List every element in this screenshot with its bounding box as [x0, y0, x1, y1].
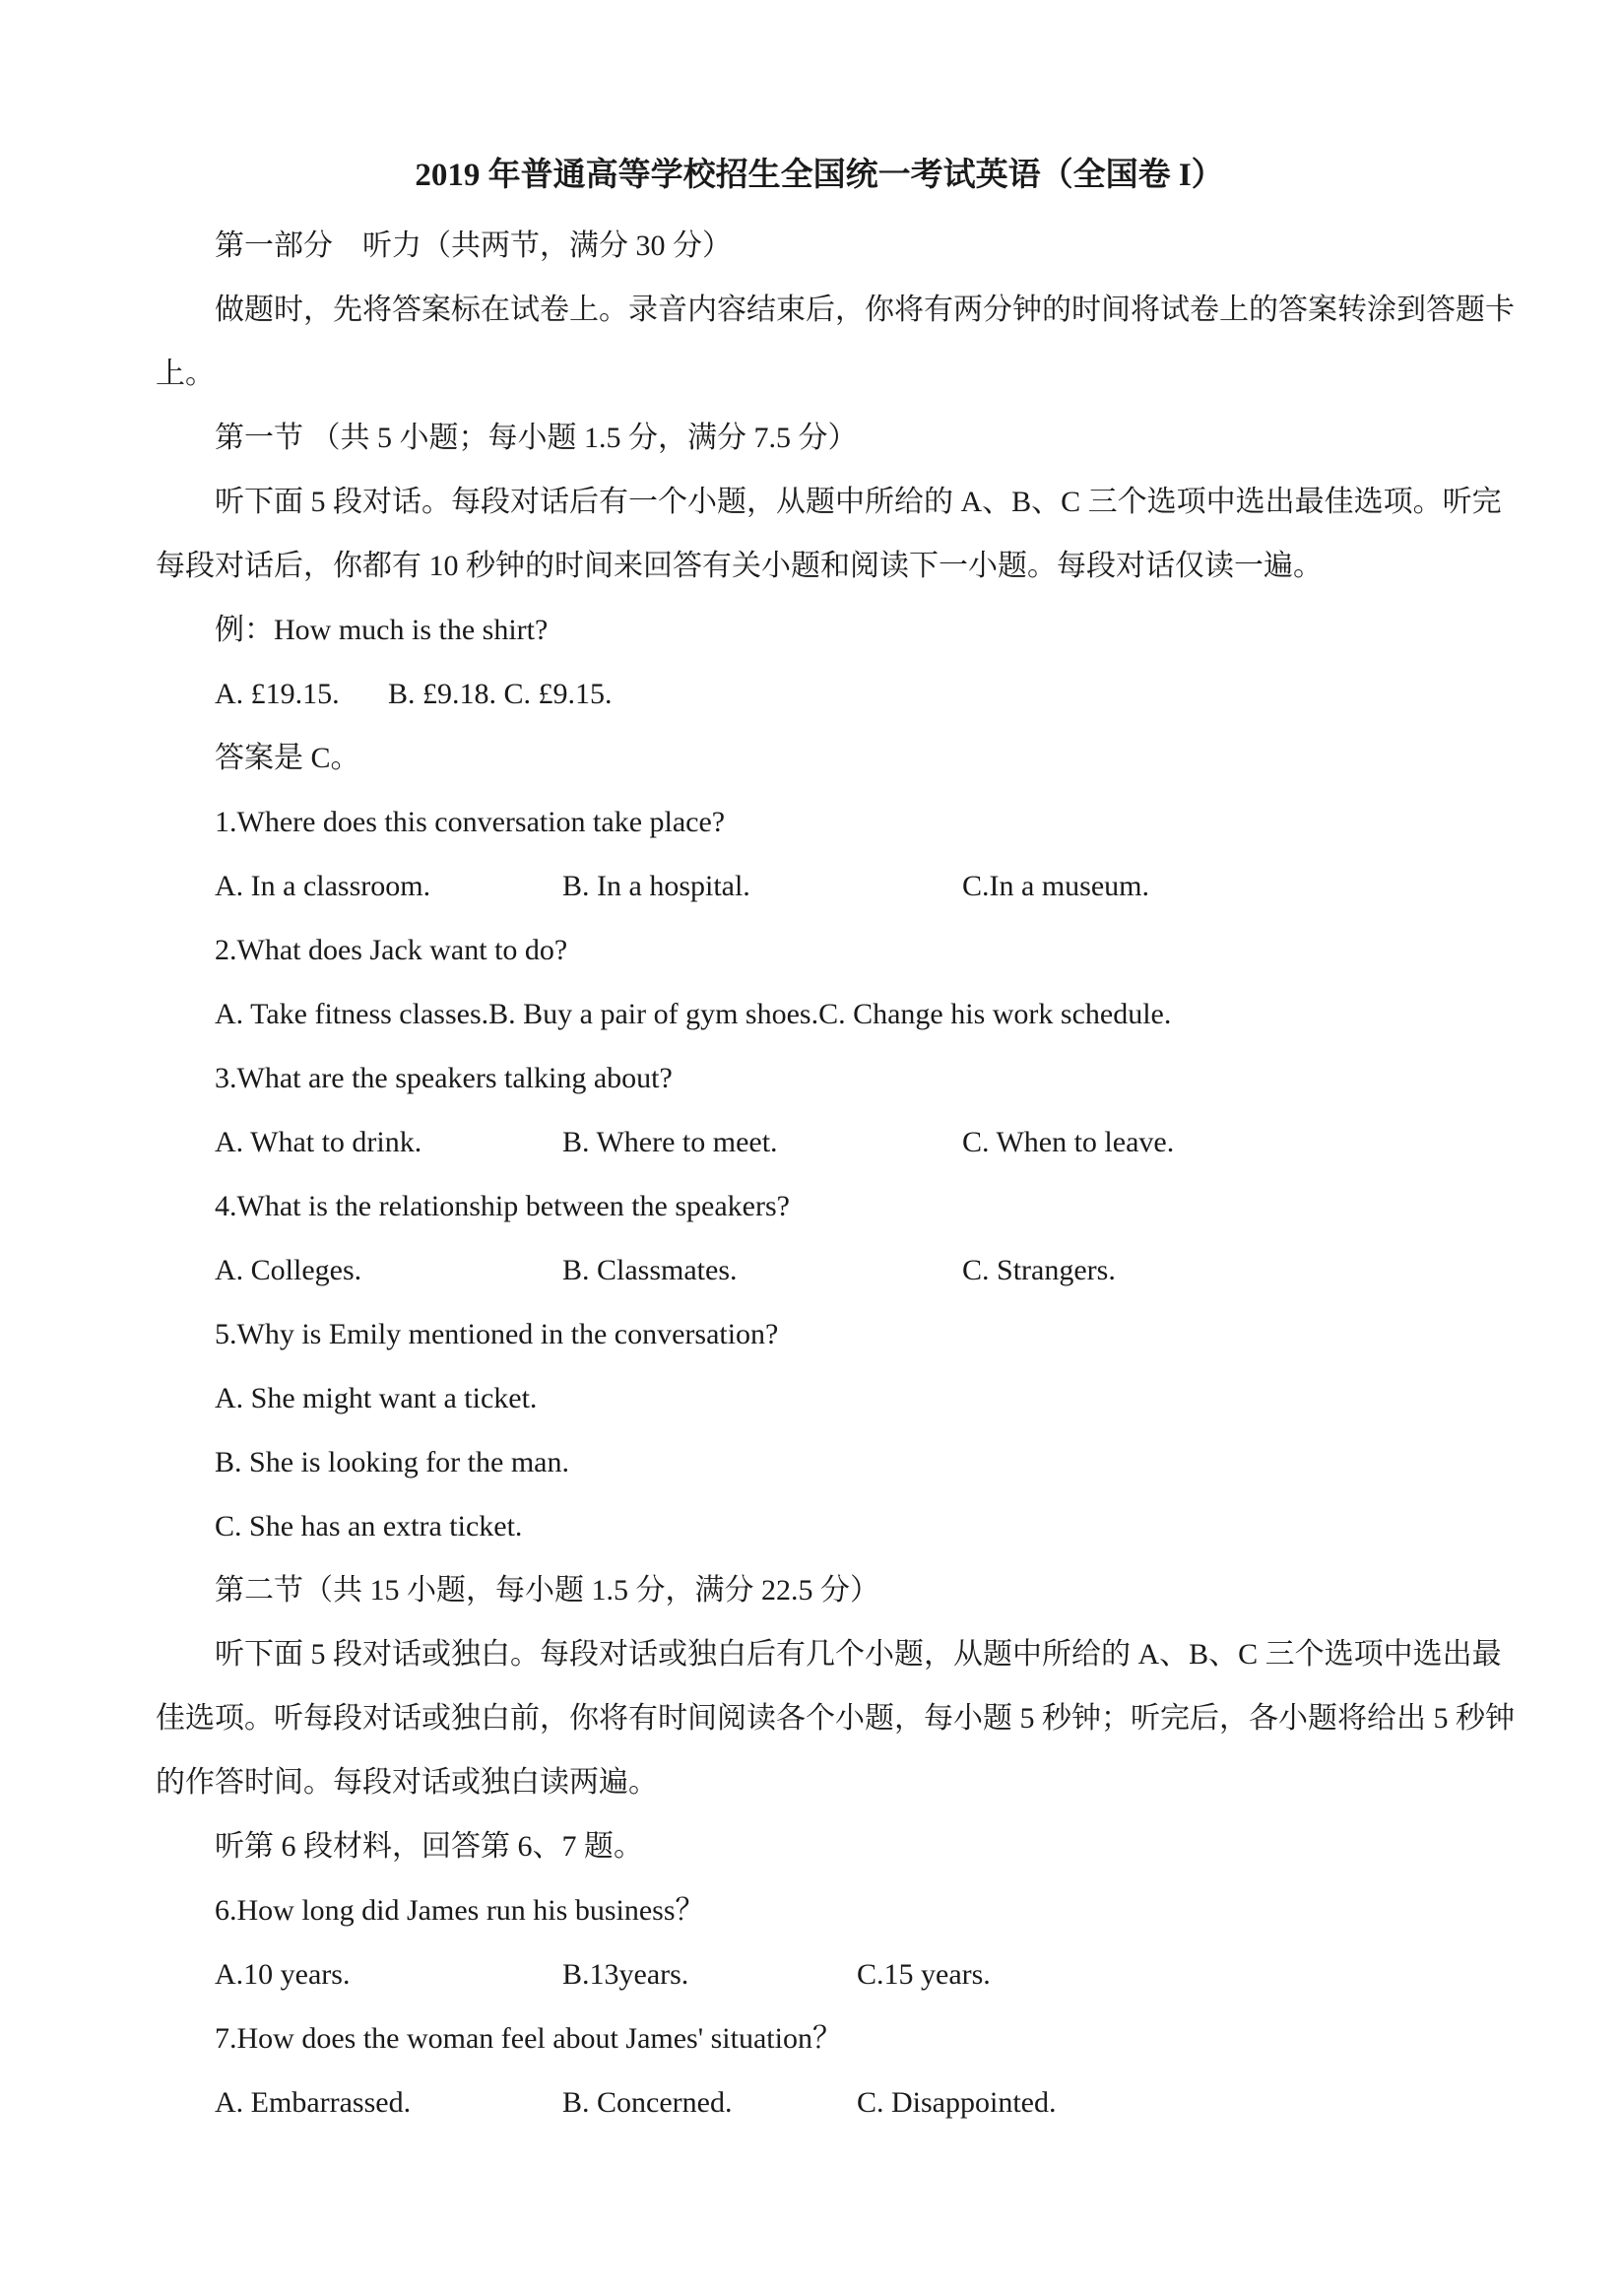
example-prompt: 例：How much is the shirt?: [215, 614, 549, 646]
section2-instructions-line3: 的作答时间。每段对话或独白读两遍。: [156, 1766, 658, 1799]
question-4-option-b: B. Classmates.: [562, 1254, 738, 1286]
question-4-text: 4.What is the relationship between the speakers?: [215, 1190, 790, 1222]
section1-instructions-line1: 听下面 5 段对话。每段对话后有一个小题，从题中所给的 A、B、C 三个选项中选出最佳选项。听完: [215, 486, 1502, 518]
question-4-options-row: [156, 1238, 1483, 1302]
section1-instructions-line2: 每段对话后，你都有 10 秒钟的时间来回答有关小题和阅读下一小题。每段对话仅读一遍。: [156, 550, 1323, 582]
question-5-option-c: C. She has an extra ticket.: [215, 1510, 523, 1542]
question-7-options-row: [156, 2070, 1483, 2134]
part1-heading: 第一部分 听力（共两节，满分 30 分）: [215, 230, 732, 262]
question-5-option-b: B. She is looking for the man.: [215, 1446, 569, 1478]
part1-intro-line1: 做题时，先将答案标在试卷上。录音内容结束后，你将有两分钟的时间将试卷上的答案转涂到答题卡: [215, 294, 1515, 326]
question-6-option-b: B.13years.: [562, 1958, 689, 1991]
section2-instructions-line2: 佳选项。听每段对话或独白前，你将有时间阅读各个小题，每小题 5 秒钟；听完后，各小题将给出 5 秒钟: [156, 1702, 1515, 1735]
question-4-option-c: C. Strangers.: [962, 1254, 1116, 1286]
example-answer: 答案是 C。: [215, 742, 360, 774]
question-6-text: 6.How long did James run his business？: [215, 1894, 705, 1927]
section1-heading: 第一节 （共 5 小题；每小题 1.5 分，满分 7.5 分）: [215, 422, 858, 454]
question-6-options-row: [156, 1942, 1483, 2006]
example-options-row: [156, 662, 1483, 726]
question-5-text: 5.Why is Emily mentioned in the conversation?: [215, 1318, 779, 1350]
question-7-option-a: A. Embarrassed.: [215, 2086, 412, 2119]
section2-instructions-line1: 听下面 5 段对话或独白。每段对话或独白后有几个小题，从题中所给的 A、B、C 三个选项中选出最: [215, 1638, 1502, 1671]
material-6-heading: 听第 6 段材料，回答第 6、7 题。: [215, 1830, 643, 1863]
question-3-option-b: B. Where to meet.: [562, 1126, 778, 1158]
question-1-options-row: [156, 854, 1483, 918]
section2-heading: 第二节（共 15 小题，每小题 1.5 分，满分 22.5 分）: [215, 1574, 879, 1607]
question-3-options-row: [156, 1110, 1483, 1174]
question-4-option-a: A. Colleges.: [215, 1254, 362, 1286]
question-7-option-c: C. Disappointed.: [857, 2086, 1057, 2119]
example-option-a: A. £19.15.: [215, 678, 340, 710]
page-title: 2019 年普通高等学校招生全国统一考试英语（全国卷 I）: [415, 158, 1224, 193]
question-1-text: 1.Where does this conversation take place?: [215, 806, 726, 838]
part1-intro-line2: 上。: [156, 358, 215, 390]
example-options-bc: B. £9.18. C. £9.15.: [388, 678, 613, 710]
question-1-option-b: B. In a hospital.: [562, 870, 750, 902]
question-3-option-a: A. What to drink.: [215, 1126, 422, 1158]
question-6-option-a: A.10 years.: [215, 1958, 351, 1991]
question-3-text: 3.What are the speakers talking about?: [215, 1062, 673, 1094]
question-7-text: 7.How does the woman feel about James' situation？: [215, 2022, 842, 2055]
question-1-option-c: C.In a museum.: [962, 870, 1149, 902]
question-6-option-c: C.15 years.: [857, 1958, 991, 1991]
question-5-option-a: A. She might want a ticket.: [215, 1382, 538, 1414]
question-7-option-b: B. Concerned.: [562, 2086, 733, 2119]
question-3-option-c: C. When to leave.: [962, 1126, 1175, 1158]
question-1-option-a: A. In a classroom.: [215, 870, 431, 902]
question-2-options-row: A. Take fitness classes.B. Buy a pair of gym shoes.C. Change his work schedule.: [215, 998, 1172, 1030]
question-2-text: 2.What does Jack want to do?: [215, 934, 568, 966]
